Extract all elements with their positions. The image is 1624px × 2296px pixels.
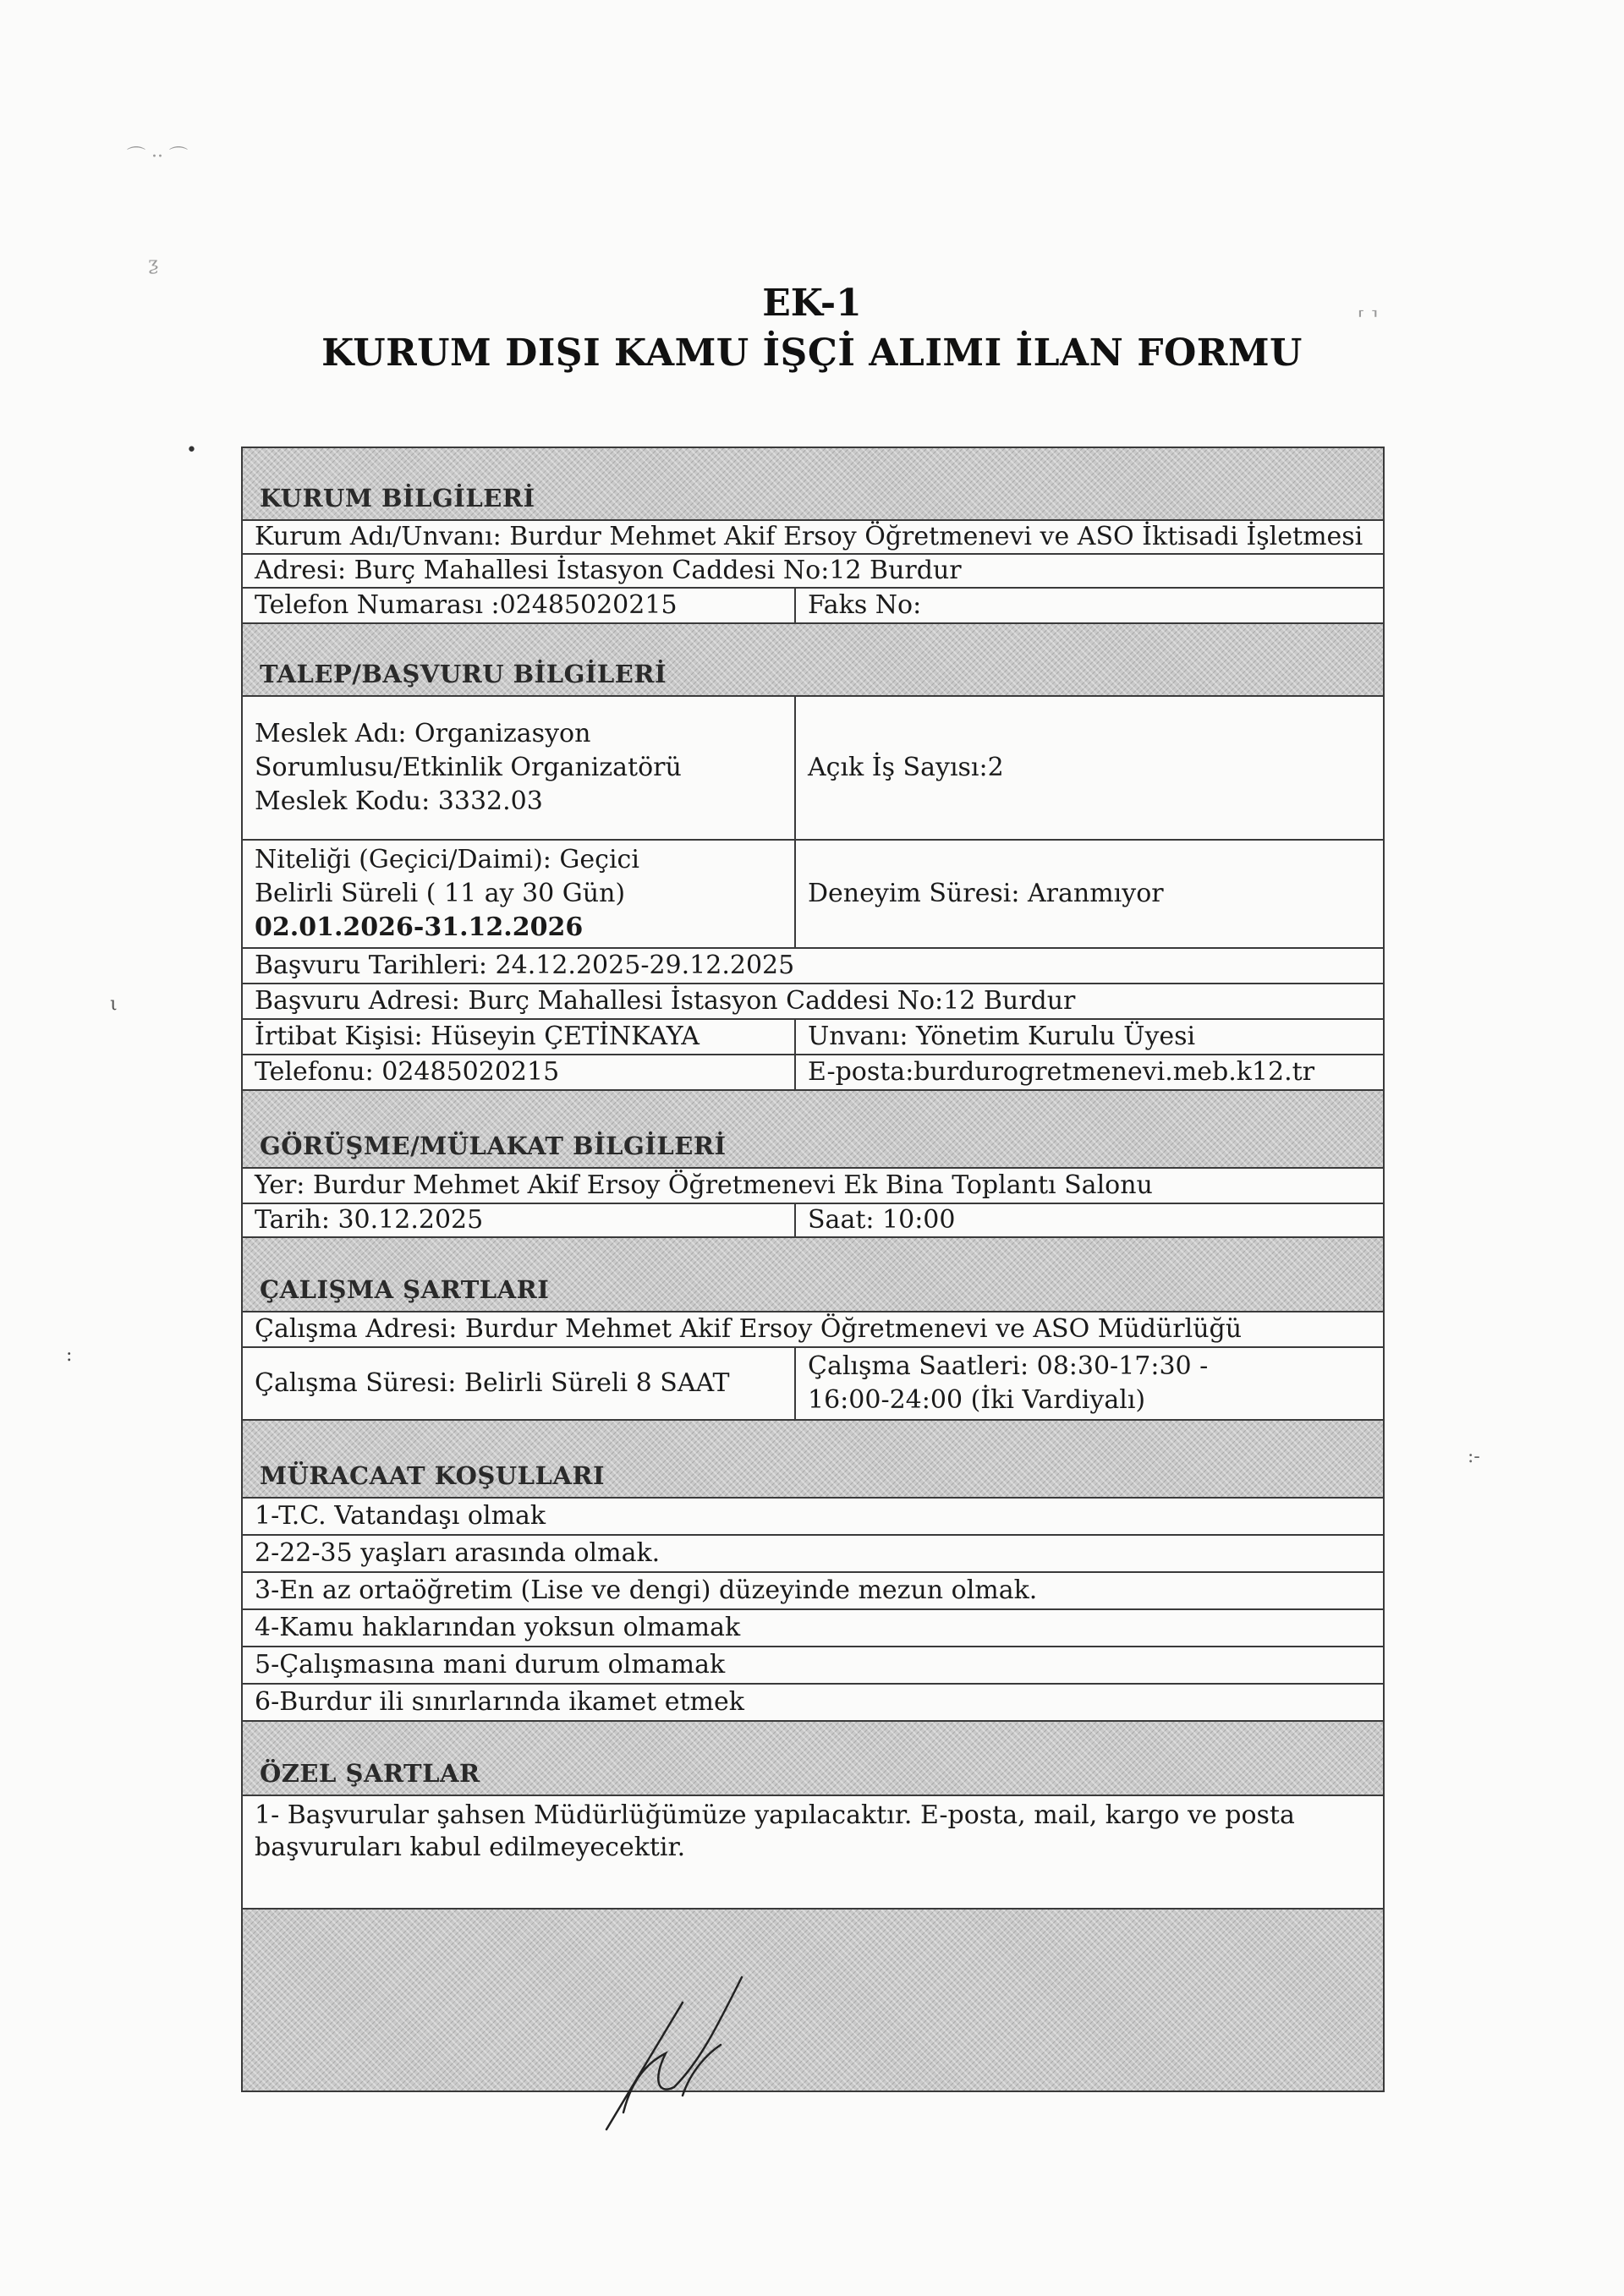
work-address: Çalışma Adresi: Burdur Mehmet Akif Ersoy Öğretmenevi ve ASO Müdürlüğü (255, 1314, 1243, 1344)
signature-area (243, 1910, 1383, 2091)
section-title-talep: TALEP/BAŞVURU BİLGİLERİ (260, 660, 667, 688)
list-item (243, 1610, 1383, 1647)
announcement-form (241, 447, 1385, 2092)
annex-label: EK-1 (762, 282, 862, 325)
job-name-line: Sorumlusu/Etkinlik Organizatörü (255, 753, 682, 782)
kurum-address: Adresi: Burç Mahallesi İstasyon Caddesi No:12 Burdur (255, 556, 962, 585)
row-contact (243, 1020, 1383, 1055)
interview-date: Tarih: 30.12.2025 (255, 1205, 484, 1235)
row-interview-place (243, 1169, 1383, 1204)
row-work-duration (243, 1348, 1383, 1421)
section-kurum (243, 448, 1383, 521)
list-item (243, 1573, 1383, 1610)
job-code-line: Meslek Kodu: 3332.03 (255, 786, 543, 816)
experience: Deneyim Süresi: Aranmıyor (794, 841, 1383, 947)
row-job (243, 697, 1383, 841)
contact-email: E-posta:burdurogretmenevi.meb.k12.tr (794, 1055, 1383, 1089)
row-kurum-address (243, 555, 1383, 589)
row-application-address (243, 984, 1383, 1020)
interview-time: Saat: 10:00 (794, 1204, 1383, 1236)
interview-place: Yer: Burdur Mehmet Akif Ersoy Öğretmenevi Ek Bina Toplantı Salonu (255, 1170, 1153, 1200)
section-title-calisma: ÇALIŞMA ŞARTLARI (260, 1275, 550, 1304)
work-hours-line: Çalışma Saatleri: 08:30-17:30 - (808, 1351, 1209, 1381)
section-title-ozel: ÖZEL ŞARTLAR (260, 1759, 480, 1788)
row-nature (243, 841, 1383, 949)
row-special (243, 1796, 1383, 1910)
section-title-muracaat: MÜRACAAT KOŞULLARI (260, 1461, 606, 1490)
nature-info (243, 841, 794, 947)
nature-dates: 02.01.2026-31.12.2026 (255, 912, 584, 942)
nature-line: Belirli Süreli ( 11 ay 30 Gün) (255, 879, 626, 908)
row-interview-date (243, 1204, 1383, 1238)
kurum-phone: Telefon Numarası :02485020215 (255, 590, 678, 620)
section-gorusme (243, 1091, 1383, 1169)
special-conditions: 1- Başvurular şahsen Müdürlüğümüze yapılacaktır. E-posta, mail, kargo ve posta başvuruları kabul edilmeyecektir. (255, 1800, 1295, 1862)
section-talep (243, 624, 1383, 697)
section-title-kurum: KURUM BİLGİLERİ (260, 484, 535, 512)
signature-scribble (573, 1969, 759, 2138)
row-application-dates (243, 949, 1383, 984)
kurum-fax: Faks No: (794, 589, 1383, 622)
row-kurum-name (243, 521, 1383, 555)
contact-title: Unvanı: Yönetim Kurulu Üyesi (794, 1020, 1383, 1054)
application-dates: Başvuru Tarihleri: 24.12.2025-29.12.2025 (255, 951, 795, 980)
list-item (243, 1647, 1383, 1685)
work-hours (794, 1348, 1383, 1419)
row-work-address (243, 1312, 1383, 1348)
list-item (243, 1499, 1383, 1536)
application-address: Başvuru Adresi: Burç Mahallesi İstasyon Caddesi No:12 Burdur (255, 986, 1076, 1016)
condition-2: 2-22-35 yaşları arasında olmak. (255, 1538, 661, 1568)
condition-6: 6-Burdur ili sınırlarında ikamet etmek (255, 1687, 744, 1717)
row-contact-phone (243, 1055, 1383, 1091)
condition-4: 4-Kamu haklarından yoksun olmamak (255, 1613, 741, 1642)
section-calisma (243, 1238, 1383, 1312)
condition-3: 3-En az ortaöğretim (Lise ve dengi) düzeyinde mezun olmak. (255, 1575, 1038, 1605)
contact-phone: Telefonu: 02485020215 (255, 1057, 560, 1087)
section-muracaat (243, 1421, 1383, 1499)
open-positions: Açık İş Sayısı:2 (794, 697, 1383, 839)
row-kurum-phone (243, 589, 1383, 624)
contact-person: İrtibat Kişisi: Hüseyin ÇETİNKAYA (255, 1022, 700, 1051)
page-title: KURUM DIŞI KAMU İŞÇİ ALIMI İLAN FORMU (321, 332, 1303, 375)
condition-5: 5-Çalışmasına mani durum olmamak (255, 1650, 726, 1680)
section-title-gorusme: GÖRÜŞME/MÜLAKAT BİLGİLERİ (260, 1132, 727, 1160)
section-ozel (243, 1722, 1383, 1796)
job-info (243, 697, 794, 839)
work-hours-line: 16:00-24:00 (İki Vardiyalı) (808, 1385, 1146, 1415)
job-name-line: Meslek Adı: Organizasyon (255, 719, 591, 748)
list-item (243, 1536, 1383, 1573)
work-duration: Çalışma Süresi: Belirli Süreli 8 SAAT (255, 1368, 730, 1398)
nature-line: Niteliği (Geçici/Daimi): Geçici (255, 845, 639, 874)
condition-1: 1-T.C. Vatandaşı olmak (255, 1501, 546, 1531)
list-item (243, 1685, 1383, 1722)
kurum-name: Kurum Adı/Unvanı: Burdur Mehmet Akif Ersoy Öğretmenevi ve ASO İktisadi İşletmesi (255, 522, 1363, 551)
